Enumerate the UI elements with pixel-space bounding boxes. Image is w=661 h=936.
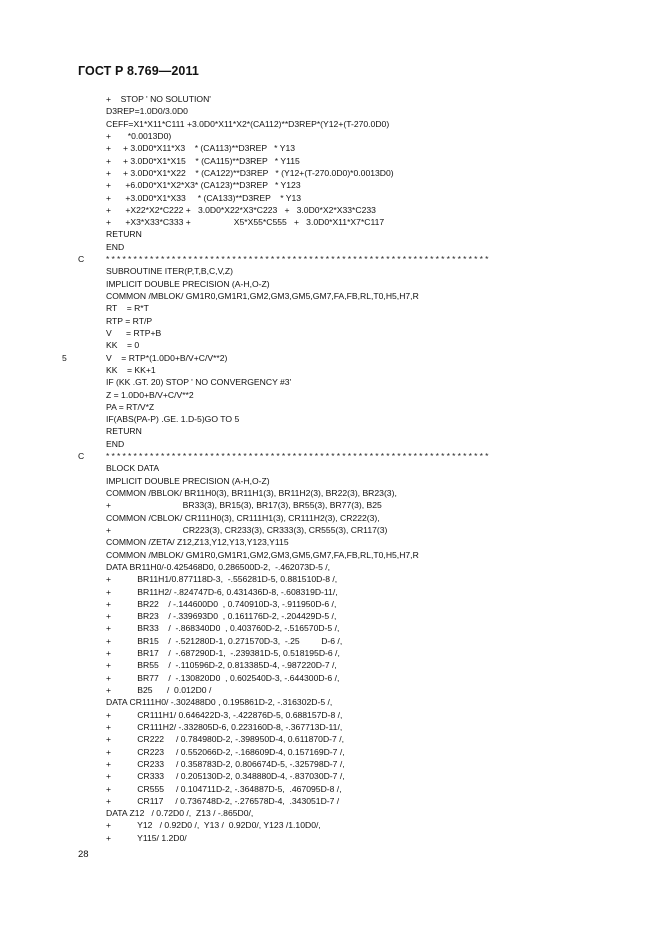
code-line — [0, 499, 661, 511]
code-text: + BR11H2/ -.824747D-6, 0.431436D-8, -.608319D-11/, — [106, 586, 338, 597]
page-number: 28 — [78, 849, 89, 860]
code-text: + +3.0D0*X1*X33 * (CA133)**D3REP * Y13 — [106, 192, 302, 203]
code-line — [0, 105, 661, 117]
code-line — [0, 93, 661, 105]
code-text: + BR23 / -.339693D0 , 0.161176D-2, -.204429D-5 /, — [106, 611, 337, 622]
code-text: CEFF=X1*X11*C111 +3.0D0*X11*X2*(CA112)**D3REP*(Y12+(T-270.0D0) — [106, 118, 390, 129]
separator-line: ********************************************************************** — [106, 451, 491, 462]
code-line — [0, 364, 661, 376]
code-text: RETURN — [106, 426, 142, 437]
code-text: Z = 1.0D0+B/V+C/V**2 — [106, 389, 194, 400]
code-line — [0, 512, 661, 524]
comment-marker: C — [78, 254, 85, 265]
code-text: END — [106, 241, 125, 252]
code-text: + Y12 / 0.92D0 /, Y13 / 0.92D0/, Y123 /1.10D0/, — [106, 820, 321, 831]
document-header: ГОСТ Р 8.769—2011 — [78, 64, 199, 78]
code-text: END — [106, 438, 125, 449]
code-text: + *0.0013D0) — [106, 130, 172, 141]
code-line — [0, 302, 661, 314]
code-text: COMMON /MBLOK/ GM1R0,GM1R1,GM2,GM3,GM5,GM7,FA,FB,RL,T0,H5,H7,R — [106, 291, 419, 301]
code-line — [0, 758, 661, 770]
code-line — [0, 450, 661, 462]
code-text: + + 3.0D0*X1*X15 * (CA115)**D3REP * Y115 — [106, 155, 300, 166]
code-text: COMMON /CBLOK/ CR111H0(3), CR111H1(3), CR111H2(3), CR222(3), — [106, 512, 380, 523]
code-text: + BR22 / -.144600D0 , 0.740910D-3, -.911950D-6 /, — [106, 598, 337, 609]
code-line — [0, 672, 661, 684]
code-text: + BR17 / -.687290D-1, -.239381D-5, 0.518195D-6 /, — [106, 648, 340, 659]
statement-label: 5 — [62, 352, 67, 363]
code-text: DATA BR11H0/-0.425468D0, 0.286500D-2, -.462073D-5 /, — [106, 561, 331, 572]
code-text: DATA CR111H0/ -.302488D0 , 0.195861D-2, -.316302D-5 /, — [106, 697, 333, 708]
code-line — [0, 684, 661, 696]
code-text: KK = KK+1 — [106, 364, 156, 375]
comment-marker: C — [78, 451, 85, 462]
code-text: V = RTP+B — [106, 327, 162, 338]
code-line — [0, 598, 661, 610]
code-text: COMMON /MBLOK/ GM1R0,GM1R1,GM2,GM3,GM5,GM7,FA,FB,RL,T0,H5,H7,R — [106, 549, 419, 560]
code-text: KK = 0 — [106, 340, 140, 351]
code-line — [0, 253, 661, 265]
code-text: + CR222 / 0.784980D-2, -.398950D-4, 0.611870D-7 /, — [106, 734, 344, 745]
code-text: IF (KK .GT. 20) STOP ' NO CONVERGENCY #3' — [106, 377, 292, 388]
code-text: + BR15 / -.521280D-1, 0.271570D-3, -.25 D-6 /, — [106, 635, 343, 646]
code-line — [0, 807, 661, 819]
code-line — [0, 438, 661, 450]
code-text: + BR33 / -.868340D0 , 0.403760D-2, -.516570D-5 /, — [106, 623, 340, 634]
code-line — [0, 795, 661, 807]
code-line — [0, 746, 661, 758]
code-line — [0, 586, 661, 598]
code-line — [0, 622, 661, 634]
code-line — [0, 475, 661, 487]
code-line — [0, 635, 661, 647]
code-text: + CR555 / 0.104711D-2, -.364887D-5, .467095D-8 /, — [106, 783, 342, 794]
code-line — [0, 327, 661, 339]
code-text: + CR233 / 0.358783D-2, 0.806674D-5, -.325798D-7 /, — [106, 758, 345, 769]
code-line — [0, 118, 661, 130]
code-line — [0, 709, 661, 721]
code-text: + + 3.0D0*X11*X3 * (CA113)**D3REP * Y13 — [106, 143, 296, 154]
code-line — [0, 487, 661, 499]
fortran-code-listing — [0, 93, 661, 844]
code-line — [0, 142, 661, 154]
code-text: + CR117 / 0.736748D-2, -.276578D-4, .343051D-7 / — [106, 795, 340, 806]
code-line — [0, 524, 661, 536]
code-line — [0, 573, 661, 585]
code-line — [0, 659, 661, 671]
code-line — [0, 167, 661, 179]
code-line — [0, 339, 661, 351]
code-text: + CR111H1/ 0.646422D-3, -.422876D-5, 0.688157D-8 /, — [106, 709, 343, 720]
code-line — [0, 733, 661, 745]
code-text: COMMON /BBLOK/ BR11H0(3), BR11H1(3), BR11H2(3), BR22(3), BR23(3), — [106, 488, 397, 498]
code-text: + +X22*X2*C222 + 3.0D0*X22*X3*C223 + 3.0D0*X2*X33*C233 — [106, 204, 376, 215]
code-text: + +X3*X33*C333 + X5*X55*C555 + 3.0D0*X11*X7*C117 — [106, 217, 385, 228]
code-text: + BR55 / -.110596D-2, 0.813385D-4, -.987220D-7 /, — [106, 660, 337, 671]
code-text: + + 3.0D0*X1*X22 * (CA122)**D3REP * (Y12+(T-270.0D0)*0.0013D0) — [106, 167, 394, 178]
code-text: + BR77 / -.130820D0 , 0.602540D-3, -.644300D-6 /, — [106, 672, 340, 683]
code-text: + CR333 / 0.205130D-2, 0.348880D-4, -.837030D-7 /, — [106, 771, 345, 782]
code-text: IMPLICIT DOUBLE PRECISION (A-H,O-Z) — [106, 475, 270, 486]
code-line — [0, 228, 661, 240]
code-line — [0, 413, 661, 425]
separator-line: ********************************************************************** — [106, 254, 491, 265]
code-line — [0, 155, 661, 167]
code-text: BLOCK DATA — [106, 463, 160, 474]
code-line — [0, 216, 661, 228]
code-line — [0, 376, 661, 388]
code-line — [0, 425, 661, 437]
code-line — [0, 536, 661, 548]
code-text: RT = R*T — [106, 303, 149, 314]
code-line — [0, 721, 661, 733]
code-line — [0, 770, 661, 782]
code-text: RETURN — [106, 229, 142, 240]
code-line — [0, 389, 661, 401]
code-line — [0, 290, 661, 302]
code-text: COMMON /ZETA/ Z12,Z13,Y12,Y13,Y123,Y115 — [106, 537, 289, 548]
code-text: IF(ABS(PA-P) .GE. 1.D-5)GO TO 5 — [106, 414, 240, 425]
code-text: + STOP ' NO SOLUTION' — [106, 94, 211, 104]
code-line — [0, 204, 661, 216]
code-line — [0, 265, 661, 277]
code-text: + Y115/ 1.2D0/ — [106, 832, 187, 843]
code-line — [0, 647, 661, 659]
code-line — [0, 561, 661, 573]
code-text: + BR11H1/0.877118D-3, -.556281D-5, 0.881510D-8 /, — [106, 574, 338, 585]
code-text: RTP = RT/P — [106, 315, 153, 326]
code-text: DATA Z12 / 0.72D0 /, Z13 / -.865D0/, — [106, 808, 254, 819]
code-line — [0, 241, 661, 253]
code-line — [0, 192, 661, 204]
code-line — [0, 352, 661, 364]
code-line — [0, 783, 661, 795]
code-line — [0, 130, 661, 142]
code-text: + +6.0D0*X1*X2*X3* (CA123)**D3REP * Y123 — [106, 180, 301, 191]
code-text: V = RTP*(1.0D0+B/V+C/V**2) — [106, 352, 228, 363]
code-text: IMPLICIT DOUBLE PRECISION (A-H,O-Z) — [106, 278, 270, 289]
code-line — [0, 401, 661, 413]
code-text: + B25 / 0.012D0 / — [106, 685, 212, 695]
code-line — [0, 819, 661, 831]
code-text: + CR223(3), CR233(3), CR333(3), CR555(3), CR117(3) — [106, 524, 388, 535]
code-line — [0, 549, 661, 561]
code-text: SUBROUTINE ITER(P,T,B,C,V,Z) — [106, 266, 234, 277]
code-text: D3REP=1.0D0/3.0D0 — [106, 106, 188, 117]
code-line — [0, 179, 661, 191]
code-text: + CR111H2/ -.332805D-6, 0.223160D-8, -.367713D-11/, — [106, 721, 343, 732]
code-text: + CR223 / 0.552066D-2, -.168609D-4, 0.157169D-7 /, — [106, 746, 345, 757]
code-text: PA = RT/V*Z — [106, 401, 155, 412]
code-line — [0, 315, 661, 327]
code-line — [0, 696, 661, 708]
code-line — [0, 832, 661, 844]
code-text: + BR33(3), BR15(3), BR17(3), BR55(3), BR77(3), B25 — [106, 500, 382, 511]
code-line — [0, 278, 661, 290]
code-line — [0, 462, 661, 474]
code-line — [0, 610, 661, 622]
